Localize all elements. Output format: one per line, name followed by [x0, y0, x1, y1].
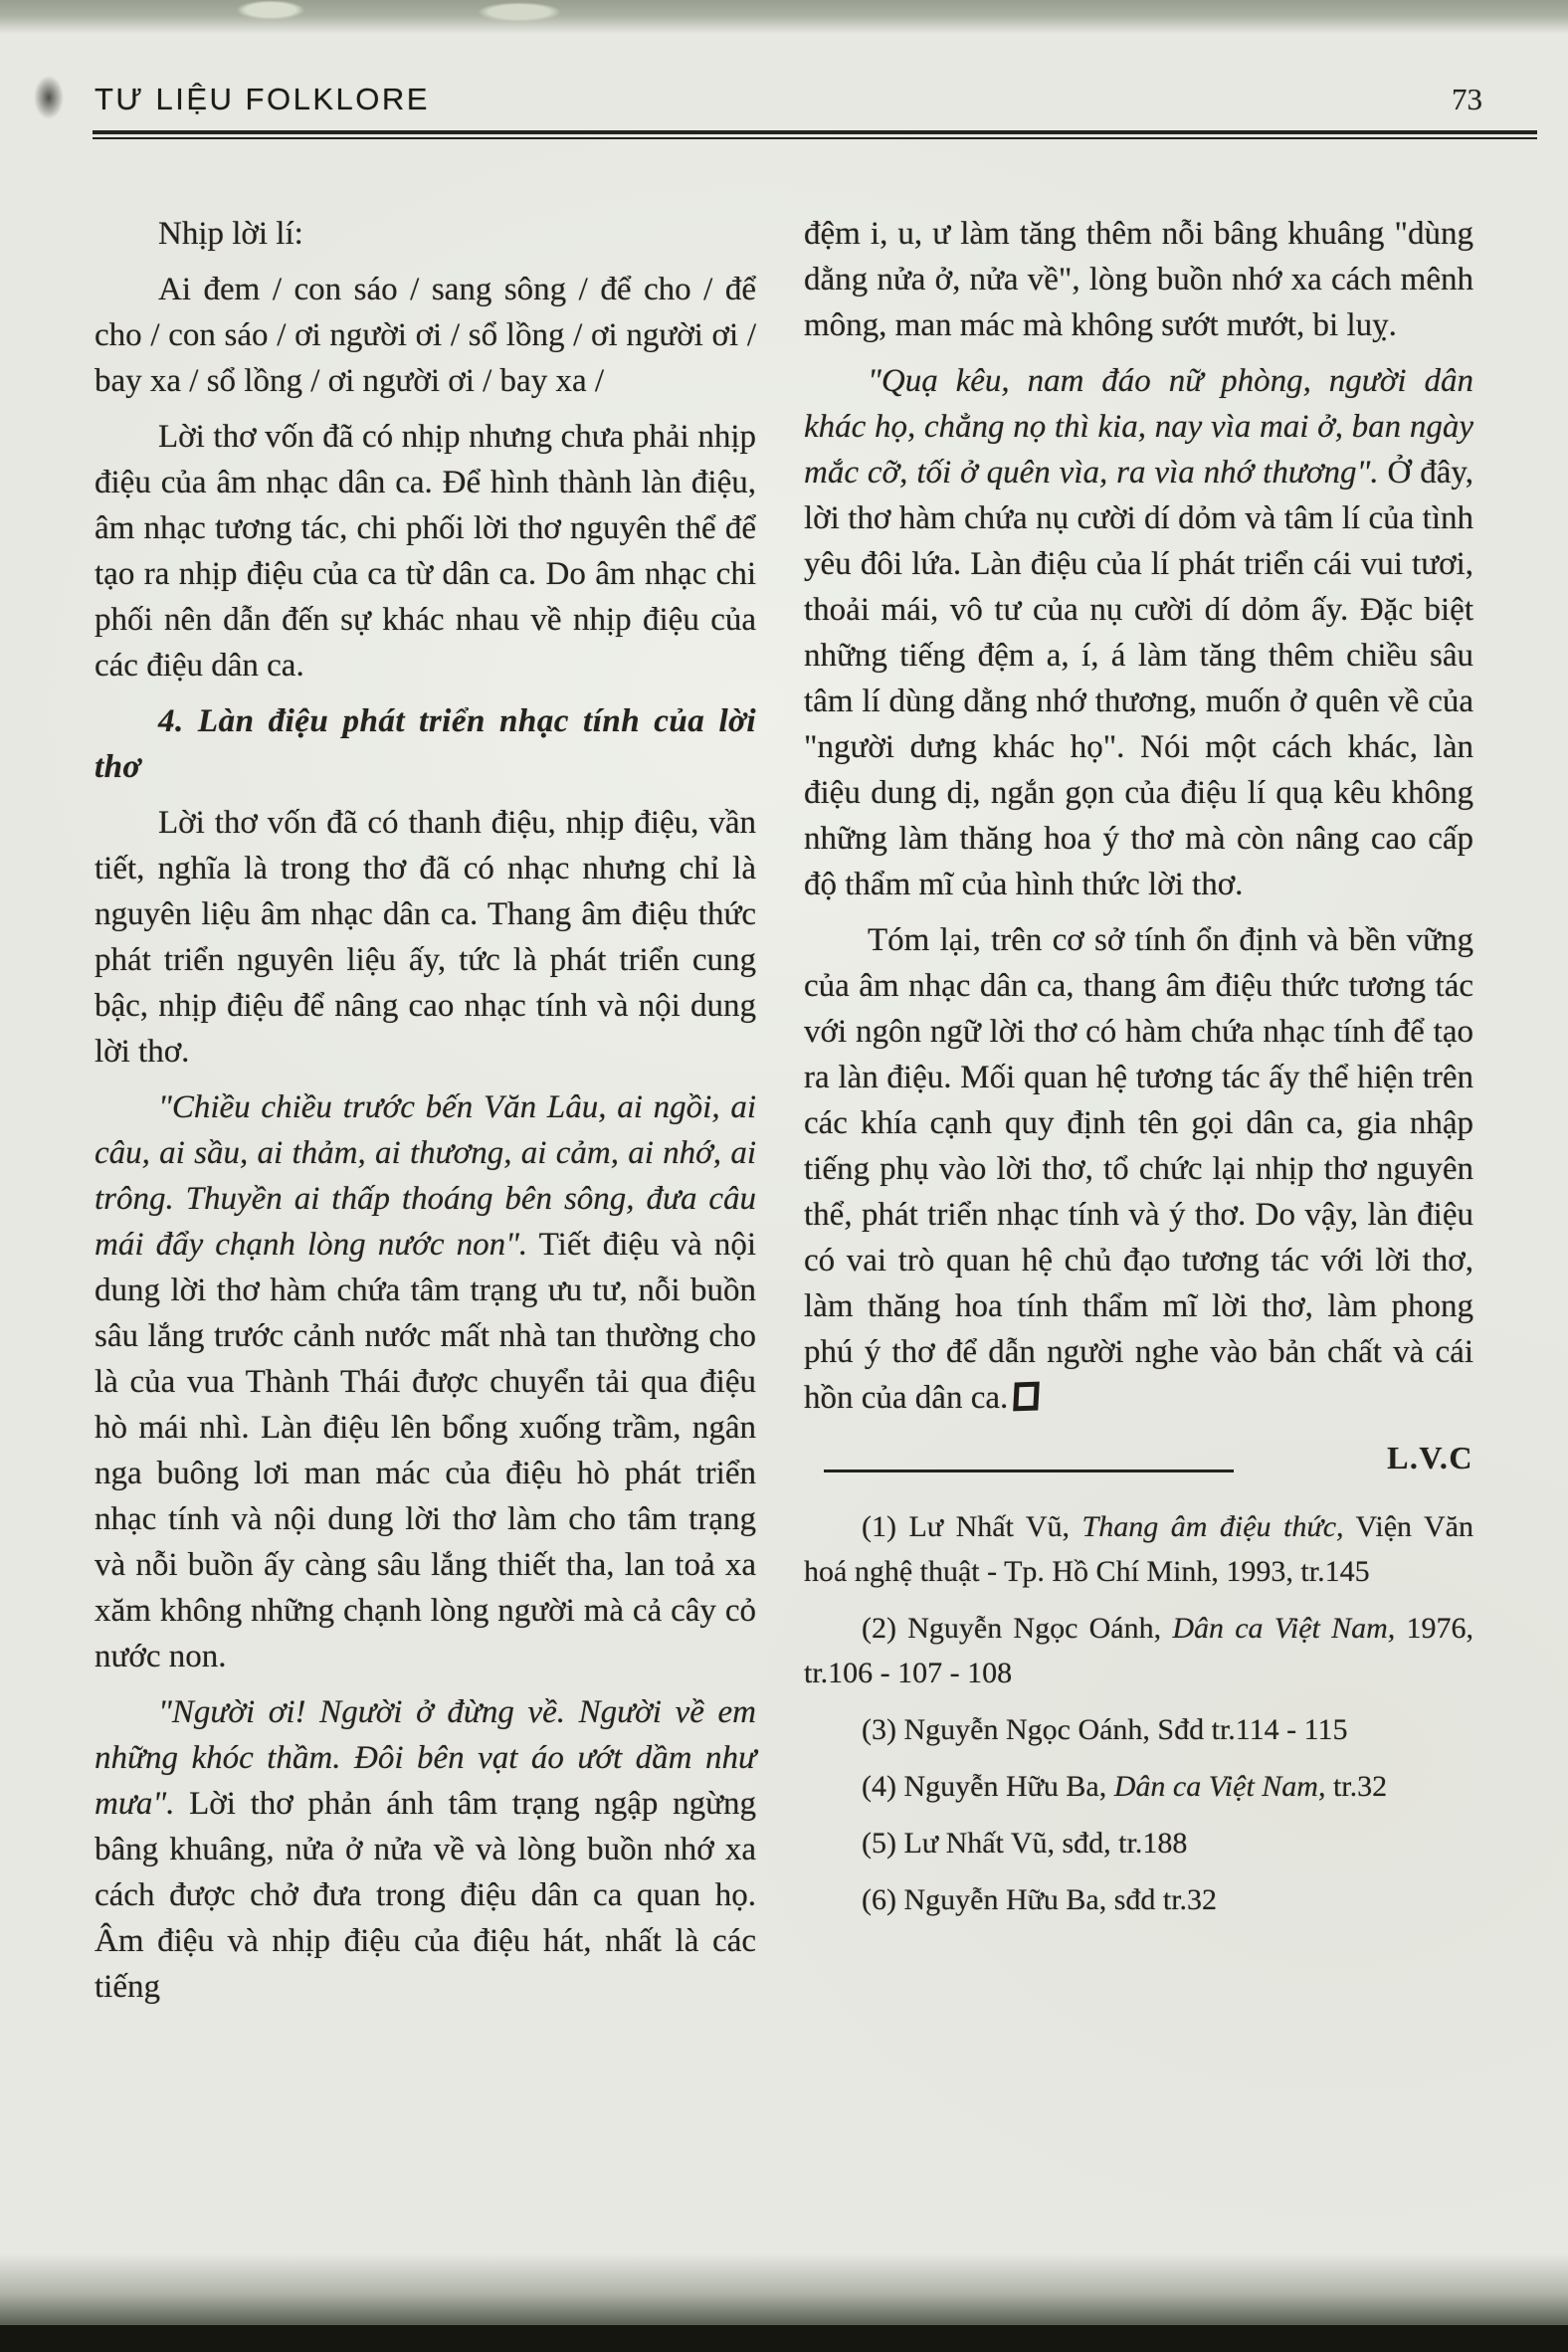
running-head-title: TƯ LIỆU FOLKLORE [95, 82, 430, 116]
body-text: Viện Văn hoá nghệ thuật - Tp. Hồ Chí Minh, 1993, tr.145 [804, 1510, 1473, 1588]
paragraph [804, 211, 1473, 348]
body-text: 4. Làn điệu phát triển nhạc tính của lời thơ [95, 703, 756, 785]
footnotes [804, 1504, 1473, 1922]
quoted-verse-text: Dân ca Việt Nam, [1172, 1612, 1396, 1645]
scan-artifact-bottom-fade [0, 2254, 1568, 2325]
paragraph [95, 1689, 756, 2010]
paragraph [95, 211, 756, 257]
end-of-article-mark [1013, 1382, 1040, 1412]
quoted-verse-text: Dân ca Việt Nam, [1113, 1770, 1326, 1803]
paragraph [804, 917, 1473, 1421]
column-right [804, 211, 1473, 2020]
body-text: Lời thơ vốn đã có nhịp nhưng chưa phải nhịp điệu của âm nhạc dân ca. Để hình thành làn điệu, âm nhạc tương tác, chi phối lời thơ nguyên thể để tạo ra nhịp điệu của ca từ dân ca. Do âm nhạc chi phối nên dẫn đến sự khác nhau về nhịp điệu của các điệu dân ca. [95, 419, 756, 684]
page-number: 73 [1452, 82, 1482, 116]
header-double-rule [93, 130, 1537, 139]
paragraph [804, 358, 1473, 907]
body-text: (5) Lư Nhất Vũ, sđd, tr.188 [862, 1827, 1188, 1860]
body-text: Ai đem / con sáo / sang sông / để cho / để cho / con sáo / ơi người ơi / sổ lồng / ơi người ơi / bay xa / sổ lồng / ơi người ơi / bay xa / [95, 272, 756, 399]
scan-artifact-bottom-strip [0, 2325, 1568, 2352]
scan-artifact-top-band [0, 0, 1568, 34]
body-text: đệm i, u, ư làm tăng thêm nỗi bâng khuâng "dùng dằng nửa ở, nửa về", lòng buồn nhớ xa cách mênh mông, man mác mà không sướt mướt, bi luỵ. [804, 216, 1473, 343]
body-text: Tóm lại, trên cơ sở tính ổn định và bền vững của âm nhạc dân ca, thang âm điệu thức tương tác với ngôn ngữ lời thơ có hàm chứa nhạc tính để tạo ra làn điệu. Mối quan hệ tương tác ấy thể hiện trên các khía cạnh quy định tên gọi dân ca, gia nhập tiếng phụ vào lời thơ, tổ chức lại nhịp thơ nguyên thể, phát triển nhạc tính và ý thơ. Do vậy, làn điệu có vai trò quan hệ chủ đạo tương tác với lời thơ, làm thăng hoa tính thẩm mĩ lời thơ, làm phong phú ý thơ để dẫn người nghe vào bản chất và cái hồn của dân ca. [804, 922, 1473, 1416]
body-text: (6) Nguyễn Hữu Ba, sđd tr.32 [862, 1883, 1218, 1916]
body-text: (4) Nguyễn Hữu Ba, [862, 1770, 1114, 1803]
column-right-text [804, 211, 1473, 1421]
quoted-verse-text: Thang âm điệu thức, [1081, 1510, 1344, 1543]
author-initials: L.V.C [1387, 1440, 1473, 1475]
paragraph [804, 1764, 1473, 1809]
page-header [95, 82, 1482, 117]
signature-row [804, 1435, 1473, 1480]
scan-artifact-smudge [34, 76, 64, 119]
column-left [95, 211, 756, 2020]
rule-line-thick [93, 130, 1537, 134]
body-text: Tiết điệu và nội dung lời thơ hàm chứa tâm trạng ưu tư, nỗi buồn sâu lắng trước cảnh nước mất nhà tan thường cho là của vua Thành Thái được chuyển tải qua điệu hò mái nhì. Làn điệu lên bổng xuống trầm, ngân nga buông lơi man mác của điệu hò phát triển nhạc tính và nội dung lời thơ làm cho tâm trạng và nỗi buồn ấy càng sâu lắng thiết tha, lan toả xa xăm không những chạnh lòng người mà cả cây cỏ nước non. [95, 1227, 756, 1674]
body-text: (1) Lư Nhất Vũ, [862, 1510, 1082, 1543]
paragraph [804, 1707, 1473, 1752]
footnote-separator-line [824, 1470, 1234, 1472]
paragraph [804, 1821, 1473, 1865]
quoted-verse-text: "Quạ kêu, nam đáo nữ phòng, người dân khác họ, chẳng nọ thì kia, nay vìa mai ở, ban ngày mắc cỡ, tối ở quên vìa, ra vìa nhớ thương". [804, 363, 1473, 490]
quoted-verse-text: "Chiều chiều trước bến Văn Lâu, ai ngồi, ai câu, ai sầu, ai thảm, ai thương, ai cảm, ai nhớ, ai trông. Thuyền ai thấp thoáng bên sông, đưa câu mái đẩy chạnh lòng nước non". [95, 1089, 756, 1263]
body-text: (2) Nguyễn Ngọc Oánh, [862, 1612, 1173, 1645]
two-column-body [95, 211, 1473, 2020]
paragraph [95, 1084, 756, 1679]
body-text: Lời thơ phản ánh tâm trạng ngập ngừng bâng khuâng, nửa ở nửa về và lòng buồn nhớ xa cách được chở đưa trong điệu dân ca quan họ. Âm điệu và nhịp điệu của điệu hát, nhất là các tiếng [95, 1786, 756, 2005]
body-text: 1976, tr.106 - 107 - 108 [804, 1612, 1474, 1689]
quoted-verse-text: "Người ơi! Người ở đừng về. Người về em những khóc thầm. Đôi bên vạt áo ướt dầm như mưa". [95, 1694, 756, 1822]
paragraph [95, 800, 756, 1075]
body-text: (3) Nguyễn Ngọc Oánh, Sđd tr.114 - 115 [862, 1713, 1348, 1746]
body-text: Lời thơ vốn đã có thanh điệu, nhịp điệu, vần tiết, nghĩa là trong thơ đã có nhạc nhưng chỉ là nguyên liệu âm nhạc dân ca. Thang âm điệu thức phát triển nguyên liệu ấy, tức là phát triển cung bậc, nhịp điệu để nâng cao nhạc tính và nội dung lời thơ. [95, 805, 756, 1070]
paragraph [804, 1606, 1473, 1695]
paragraph [804, 1504, 1473, 1594]
body-text: Ở đây, lời thơ hàm chứa nụ cười dí dỏm và tâm lí của tình yêu đôi lứa. Làn điệu của lí phát triển cái vui tươi, thoải mái, vô tư của nụ cười dí dỏm ấy. Đặc biệt những tiếng đệm a, í, á làm tăng thêm chiều sâu tâm lí dùng dằng nhớ thương, muốn ở quên về của "người dưng khác họ". Nói một cách khác, làn điệu dung dị, ngắn gọn của điệu lí quạ kêu không những làm thăng hoa ý thơ mà còn nâng cao cấp độ thẩm mĩ của hình thức lời thơ. [804, 455, 1473, 902]
paragraph [95, 414, 756, 688]
section-heading [95, 698, 756, 790]
rule-line-thin [93, 137, 1537, 139]
paragraph [804, 1877, 1473, 1922]
body-text: Nhịp lời lí: [158, 216, 303, 252]
body-text: tr.32 [1325, 1770, 1388, 1803]
paragraph [95, 267, 756, 404]
